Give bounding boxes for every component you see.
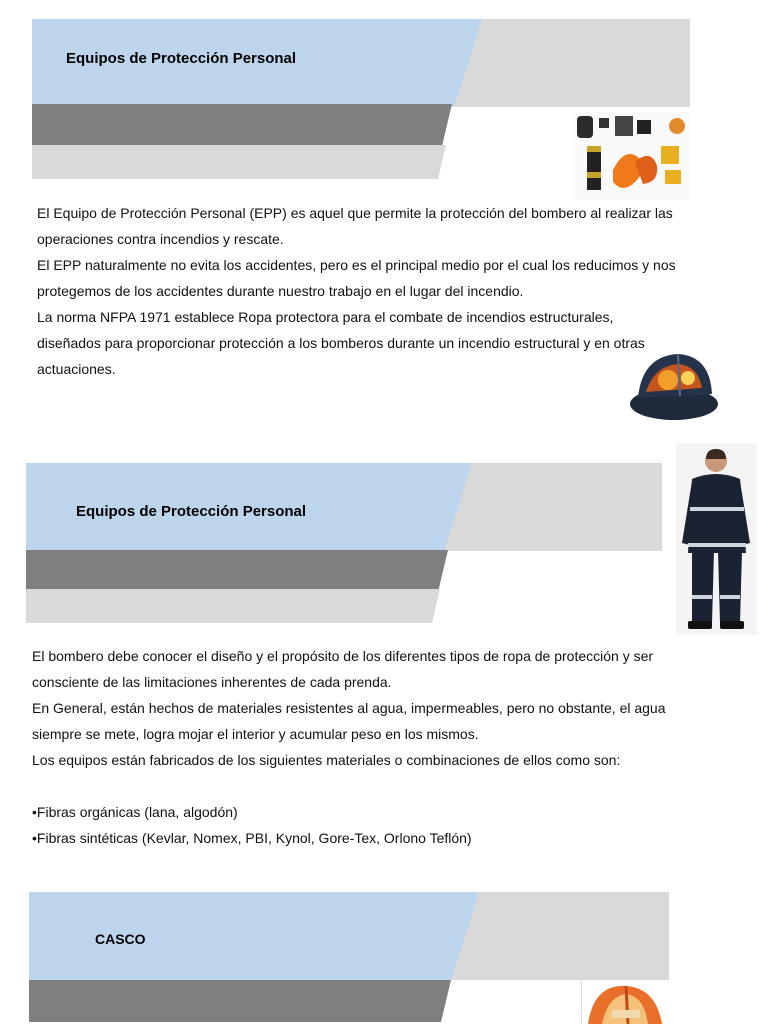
paragraph: El EPP naturalmente no evita los accidentes, pero es el principal medio por el cual los reducimos y nos protegemos de los accidentes durante nuestro trabajo en el lugar del incendio. (37, 257, 676, 299)
slide-1-body (37, 200, 677, 382)
header-light-band (26, 589, 440, 623)
header-dark-band (26, 550, 448, 592)
firefighter-suit-image (676, 443, 757, 635)
slide-3-header (29, 892, 669, 1024)
header-grey-band (454, 19, 690, 107)
paragraph: El bombero debe conocer el diseño y el propósito de los diferentes tipos de ropa de protección y ser consciente de las limitaciones inherentes de cada prenda. (32, 648, 654, 690)
header-grey-band (444, 463, 662, 551)
slide-title: Equipos de Protección Personal (76, 503, 307, 520)
casco-helmet-image (581, 980, 670, 1024)
header-grey-band (451, 892, 669, 980)
slide-title: CASCO (95, 931, 146, 947)
header-dark-band (29, 980, 451, 1022)
paragraph: El Equipo de Protección Personal (EPP) es aquel que permite la protección del bombero al realizar las operaciones contra incendios y rescate. (37, 205, 673, 247)
paragraph (32, 773, 672, 799)
firefighter-helmet-image (628, 348, 720, 426)
bullet-item: •Fibras orgánicas (lana, algodón) (32, 804, 238, 820)
paragraph: En General, están hechos de materiales resistentes al agua, impermeables, pero no obstante, el agua siempre se mete, logra mojar el interior y acumular peso en los mismos. (32, 700, 666, 742)
slide-2-body (32, 643, 672, 851)
slide-2-header (26, 463, 662, 623)
ppe-equipment-image (573, 112, 690, 200)
header-dark-band (32, 104, 452, 146)
slide-title: Equipos de Protección Personal (66, 50, 297, 67)
paragraph: La norma NFPA 1971 establece Ropa protectora para el combate de incendios estructurales, diseñados para proporcionar protección a los bomberos durante un incendio estructural y en otras actuaciones. (37, 309, 645, 377)
paragraph: Los equipos están fabricados de los siguientes materiales o combinaciones de ellos como son: (32, 752, 621, 768)
header-light-band (32, 145, 446, 179)
bullet-item: •Fibras sintéticas (Kevlar, Nomex, PBI, Kynol, Gore-Tex, Orlono Teflón) (32, 830, 472, 846)
